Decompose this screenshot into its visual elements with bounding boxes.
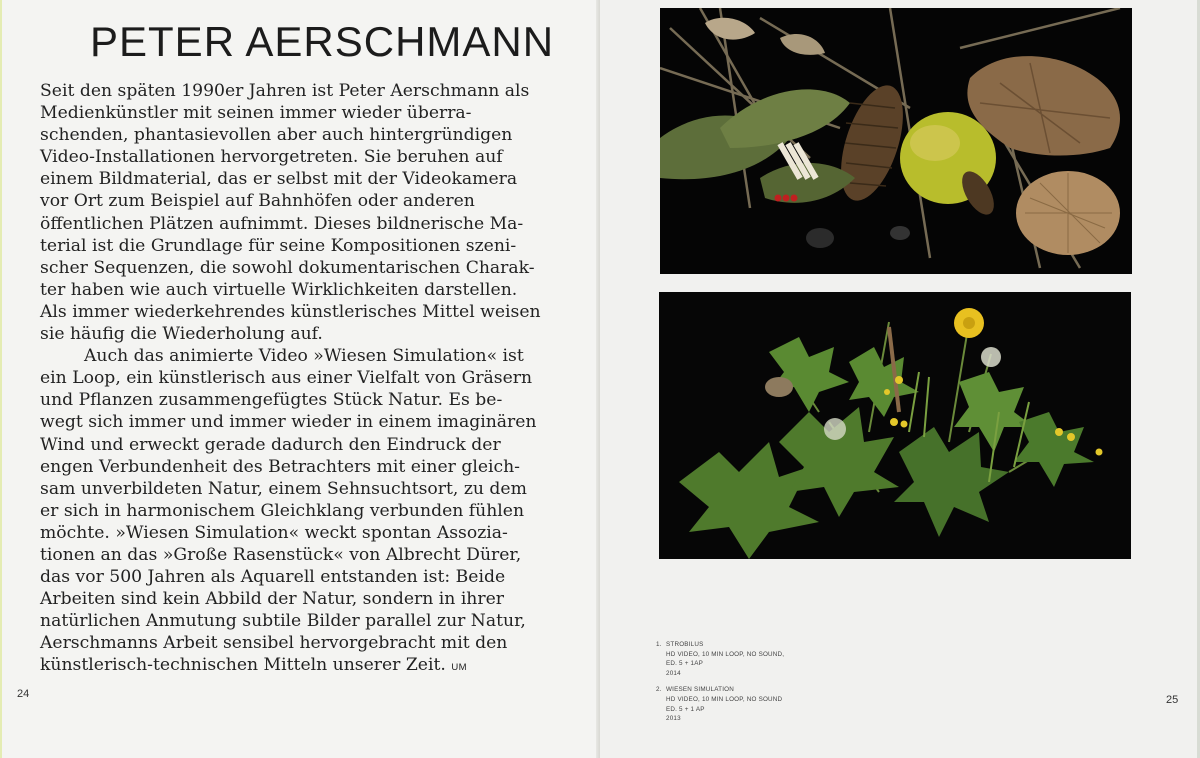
page-number-left: 24 bbox=[17, 688, 30, 700]
caption-title-row bbox=[656, 640, 856, 650]
text-line: vor Ort zum Beispiel auf Bahnhöfen oder anderen bbox=[40, 191, 475, 212]
text-line: wegt sich immer und immer wieder in einem imaginären bbox=[40, 412, 537, 433]
image-captions bbox=[656, 640, 856, 731]
text-line: Medienkünstler mit seinen immer wieder überra- bbox=[40, 103, 472, 124]
text-line: natürlichen Anmutung subtile Bilder parallel zur Natur, bbox=[40, 611, 526, 632]
caption-number: 1. bbox=[656, 641, 662, 648]
last-line-text: künstlerisch-technischen Mitteln unserer Zeit. bbox=[40, 655, 446, 676]
caption-detail: HD VIDEO, 10 MIN LOOP, NO SOUND bbox=[666, 695, 783, 703]
text-line: Seit den späten 1990er Jahren ist Peter Aerschmann als bbox=[40, 81, 530, 101]
text-line: das vor 500 Jahren als Aquarell entstanden ist: Beide bbox=[40, 567, 506, 588]
wiesen-simulation-photo bbox=[659, 292, 1131, 559]
caption-year: 2014 bbox=[666, 669, 681, 677]
text-line: Auch das animierte Video »Wiesen Simulation« ist bbox=[84, 346, 524, 367]
caption-detail: HD VIDEO, 10 MIN LOOP, NO SOUND, bbox=[666, 650, 785, 658]
text-line: und Pflanzen zusammengefügtes Stück Natur. Es be- bbox=[40, 390, 503, 411]
text-line: Als immer wiederkehrendes künstlerisches Mittel weisen bbox=[40, 301, 541, 322]
text-line: Arbeiten sind kein Abbild der Natur, sondern in ihrer bbox=[40, 589, 504, 610]
caption-wiesen-simulation bbox=[656, 685, 856, 723]
text-line: sie häufig die Wiederholung auf. bbox=[40, 324, 323, 345]
text-line: scher Sequenzen, die sowohl dokumentarischen Charak- bbox=[40, 257, 535, 278]
text-line: einem Bildmaterial, das er selbst mit der Videokamera bbox=[40, 169, 518, 190]
text-line: Aerschmanns Arbeit sensibel hervorgebracht mit den bbox=[40, 633, 508, 654]
text-line: sam unverbildeten Natur, einem Sehnsuchtsort, zu dem bbox=[40, 478, 527, 499]
page-number-right: 25 bbox=[1166, 694, 1179, 706]
text-line: ein Loop, ein künstlerisch aus einer Vielfalt von Gräsern bbox=[40, 368, 533, 389]
text-line: schenden, phantasievollen aber auch hintergründigen bbox=[40, 125, 513, 146]
text-line bbox=[40, 654, 510, 679]
text-line: er sich in harmonischem Gleichklang verbunden fühlen bbox=[40, 500, 525, 521]
caption-title-row bbox=[656, 685, 856, 695]
caption-edition: ED. 5 + 1 AP bbox=[666, 705, 705, 713]
text-line: tionen an das »Große Rasenstück« von Albrecht Dürer, bbox=[40, 544, 522, 565]
body-text bbox=[40, 80, 541, 680]
caption-title: STROBILUS bbox=[666, 641, 704, 648]
strobilus-illustration bbox=[660, 8, 1132, 274]
meadow-illustration bbox=[659, 292, 1131, 559]
text-line: engen Verbundenheit des Betrachters mit einer gleich- bbox=[40, 456, 520, 477]
text-line: möchte. »Wiesen Simulation« weckt spontan Assozia- bbox=[40, 522, 508, 543]
caption-edition: ED. 5 + 1AP bbox=[666, 660, 704, 668]
caption-strobilus bbox=[656, 640, 856, 678]
page-title: PETER AERSCHMANN bbox=[90, 18, 555, 65]
caption-number: 2. bbox=[656, 686, 662, 694]
text-line: ter haben wie auch virtuelle Wirklichkeiten darstellen. bbox=[40, 279, 518, 300]
author-signature: UM bbox=[451, 662, 468, 674]
text-line: öffentlichen Plätzen aufnimmt. Dieses bildnerische Ma- bbox=[40, 213, 524, 234]
text-line: terial ist die Grundlage für seine Kompositionen szeni- bbox=[40, 235, 517, 256]
page-edge bbox=[0, 0, 2, 758]
text-line: Wind und erweckt gerade dadurch den Eindruck der bbox=[40, 434, 501, 455]
caption-title: WIESEN SIMULATION bbox=[666, 686, 735, 694]
text-line: Video-Installationen hervorgetreten. Sie beruhen auf bbox=[40, 147, 503, 168]
strobilus-photo bbox=[660, 8, 1132, 274]
caption-year: 2013 bbox=[666, 715, 681, 723]
